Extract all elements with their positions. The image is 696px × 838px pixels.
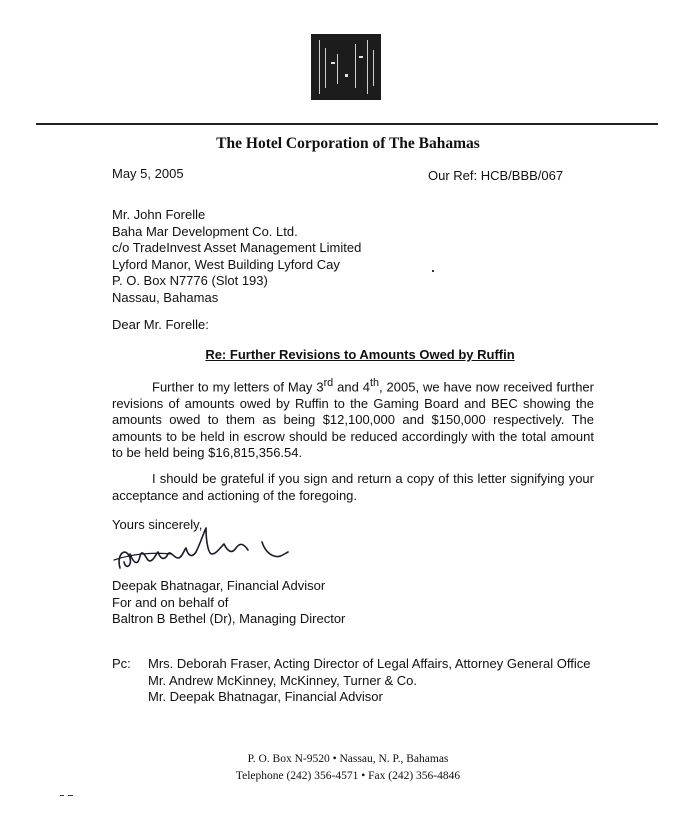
scan-speck — [432, 270, 434, 272]
p1-text-c: , 2005, we have now received further revisions of amounts owed by Ruffin to the Gaming Board and BEC showing the amounts owed to them as being $12,100,000 and $150,000 respectively. The amounts to be held in escrow should be reduced accordingly with the total amount to be held being $16,815,356.54. — [112, 379, 594, 461]
letterhead-footer — [0, 751, 696, 784]
our-reference: Our Ref: HCB/BBB/067 — [428, 168, 564, 183]
recipient-street: Lyford Manor, West Building Lyford Cay — [112, 256, 340, 272]
pc-recipient-list — [148, 656, 590, 706]
signer-principal: Baltron B Bethel (Dr), Managing Director — [112, 611, 346, 627]
recipient-address-block — [112, 207, 361, 307]
pc-recipient: Mr. Andrew McKinney, McKinney, Turner & Co. — [148, 672, 418, 688]
footer-phone: Telephone (242) 356-4571 • Fax (242) 356-4846 — [235, 769, 461, 782]
p1-sup-rd: rd — [323, 377, 334, 389]
p2-text: I should be grateful if you sign and return a copy of this letter signifying your acceptance and actioning of the foregoing. — [112, 471, 594, 503]
p1-text-b: and 4 — [333, 379, 370, 395]
pc-label: Pc: — [112, 656, 131, 671]
body-paragraph-1 — [112, 375, 594, 462]
signer-block — [112, 578, 345, 628]
scan-speck — [60, 795, 64, 796]
closing: Yours sincerely, — [112, 517, 203, 532]
scan-speck — [68, 795, 73, 796]
signer-name: Deepak Bhatnagar, Financial Advisor — [112, 578, 326, 593]
letter-date: May 5, 2005 — [112, 166, 184, 181]
recipient-company: Baha Mar Development Co. Ltd. — [112, 223, 298, 239]
salutation: Dear Mr. Forelle: — [112, 317, 209, 332]
hotel-corporation-logo-icon — [311, 34, 381, 100]
body-paragraph-2 — [112, 471, 594, 504]
handwritten-signature-icon — [112, 524, 302, 576]
pc-recipient: Mrs. Deborah Fraser, Acting Director of Legal Affairs, Attorney General Office — [148, 656, 591, 671]
pc-recipient: Mr. Deepak Bhatnagar, Financial Advisor — [148, 689, 383, 705]
recipient-po-box: P. O. Box N7776 (Slot 193) — [112, 273, 268, 289]
recipient-city: Nassau, Bahamas — [112, 289, 219, 305]
p1-sup-th: th — [369, 377, 379, 389]
recipient-care-of: c/o TradeInvest Asset Management Limited — [112, 240, 362, 256]
letterhead-divider — [36, 123, 658, 125]
footer-address: P. O. Box N-9520 • Nassau, N. P., Bahamas — [247, 753, 449, 765]
organization-name: The Hotel Corporation of The Bahamas — [216, 135, 480, 152]
signer-on-behalf: For and on behalf of — [112, 594, 229, 610]
subject-line: Re: Further Revisions to Amounts Owed by Ruffin — [205, 347, 515, 362]
p1-text-a: Further to my letters of May 3 — [152, 379, 324, 395]
recipient-name: Mr. John Forelle — [112, 207, 206, 222]
